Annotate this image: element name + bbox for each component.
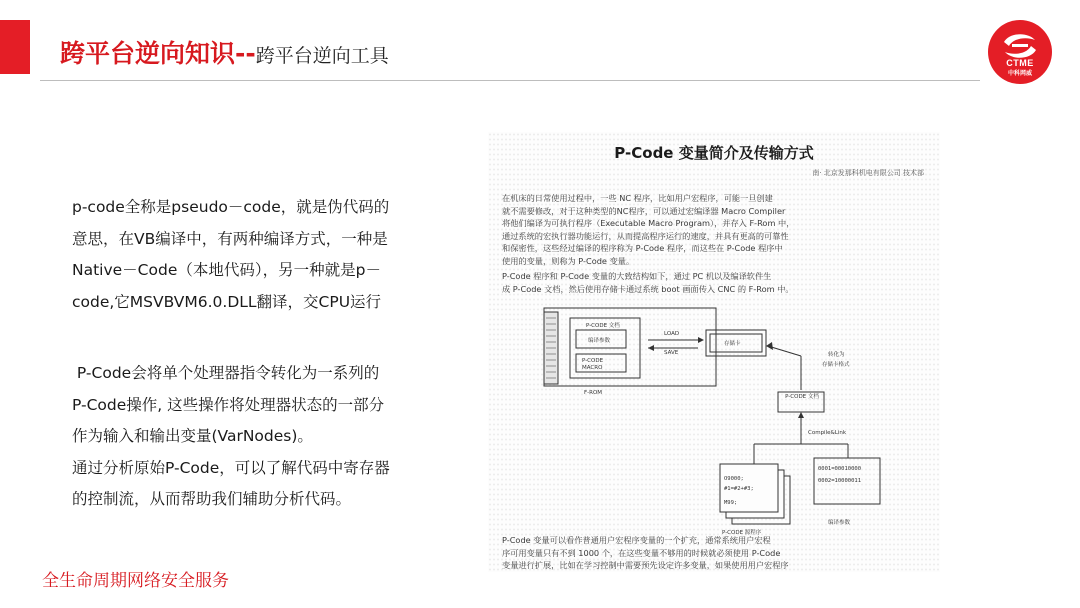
diagram-card-format-label: 存储卡格式 bbox=[822, 362, 850, 368]
figure-text-line: P-Code 程序和 P-Code 变量的大致结构如下，通过 PC 机以及编译软件生 bbox=[502, 271, 772, 281]
diagram-param-caption: 编译参数 bbox=[828, 520, 851, 526]
diagram-convert-label: 转化为 bbox=[828, 352, 845, 358]
figure-title: P-Code 变量简介及传输方式 bbox=[614, 144, 814, 162]
para1-line: code,它MSVBVM6.0.DLL翻译，交CPU运行 bbox=[72, 292, 382, 311]
logo-subname: 中科网威 bbox=[1007, 71, 1032, 77]
figure-text-line: 就不需要修改，对于这种类型的NC程序，可以通过宏编译器 Macro Compiler bbox=[502, 205, 786, 216]
diagram-from-label: F-ROM bbox=[584, 390, 603, 396]
para1-line: 意思，在VB编译中，有两种编译方式，一种是 bbox=[72, 229, 388, 248]
figure-author: 南· 北京发那科机电有限公司 技术部 bbox=[812, 169, 924, 177]
figure-text-line: 在机床的日常使用过程中，一些 NC 程序，比如用户宏程序，可能一旦创建 bbox=[502, 193, 773, 203]
diagram-load-label: LOAD bbox=[664, 331, 680, 337]
para2-line: P-Code会将单个处理器指令转化为一系列的 bbox=[72, 364, 380, 382]
diagram-compile-link-label: Compile&Link bbox=[808, 430, 847, 436]
diagram-pcode-doc-label: P-CODE 文档 bbox=[586, 323, 620, 329]
figure-paragraph-c bbox=[502, 534, 926, 572]
page-title-separator: -- bbox=[235, 39, 256, 68]
header-accent-bar bbox=[0, 20, 30, 74]
figure-text-line: P-Code 变量可以看作普通用户宏程序变量的一个扩充，通常系统用户宏程 bbox=[502, 535, 771, 545]
ctme-logo bbox=[988, 20, 1052, 84]
para2-line: 的控制流，从而帮助我们辅助分析代码。 bbox=[72, 490, 352, 508]
footer-slogan: 全生命周期网络安全服务 bbox=[42, 571, 229, 591]
para2-line: P-Code操作, 这些操作将处理器状态的一部分 bbox=[72, 395, 385, 414]
figure-text-line: 通过系统的宏执行器功能运行，从而提高程序运行的速度，并具有更高的可靠性 bbox=[502, 230, 789, 241]
para2-line: 通过分析原始P-Code，可以了解代码中寄存器 bbox=[72, 458, 390, 477]
para1-line: Native－Code（本地代码），另一种就是p－ bbox=[72, 261, 381, 279]
diagram-param-line: 0001=00010000 bbox=[818, 466, 862, 472]
diagram-save-label: SAVE bbox=[664, 350, 679, 356]
para2-line: 作为输入和输出变量(VarNodes)。 bbox=[72, 427, 313, 445]
page-title bbox=[60, 34, 389, 74]
diagram-src-caption: P-CODE 源程序 bbox=[722, 530, 762, 536]
figure-text-line: 序可用变量只有不到 1000 个，在这些变量不够用的时候就必须使用 P-Code bbox=[502, 547, 781, 558]
diagram-src-line: M99; bbox=[724, 500, 738, 506]
diagram-compile-param-label: 编译参数 bbox=[588, 338, 611, 344]
para1-line: p-code全称是pseudo－code，就是伪代码的 bbox=[72, 198, 390, 216]
figure-text-line: 使用的变量，则称为 P-Code 变量。 bbox=[502, 255, 635, 266]
figure-text-line: 成 P-Code 文档，然后使用存储卡通过系统 boot 画面传入 CNC 的 F-Rom 中。 bbox=[502, 283, 794, 294]
diagram-param-line: 0002=10000011 bbox=[818, 478, 862, 484]
diagram-card-label: 存储卡 bbox=[724, 341, 741, 347]
page-title-sub: 跨平台逆向工具 bbox=[255, 45, 389, 67]
diagram-pcode-macro-label: P-CODE MACRO bbox=[582, 358, 604, 371]
header-divider bbox=[40, 80, 980, 81]
page-title-main: 跨平台逆向知识 bbox=[60, 39, 236, 68]
figure-text-line: 变量进行扩展，比如在学习控制中需要预先设定许多变量，如果使用用户宏程序 bbox=[502, 560, 789, 571]
figure-text-line: 将他们编译为可执行程序（Executable Macro Program），并存入 F-Rom 中， bbox=[502, 218, 795, 229]
diagram-pcode-doc2-label: P-CODE 文档 bbox=[785, 394, 819, 400]
scanned-article-figure bbox=[488, 132, 940, 572]
logo-name: CTME bbox=[1006, 58, 1034, 68]
pcode-flow-diagram bbox=[488, 132, 940, 572]
diagram-src-line: #1=#2+#3; bbox=[724, 486, 754, 492]
figure-text-line: 和保密性，这些经过编译的程序称为 P-Code 程序，而这些在 P-Code 程序中 bbox=[502, 243, 783, 254]
diagram-src-line: O9000; bbox=[724, 476, 744, 482]
body-text bbox=[72, 192, 452, 516]
